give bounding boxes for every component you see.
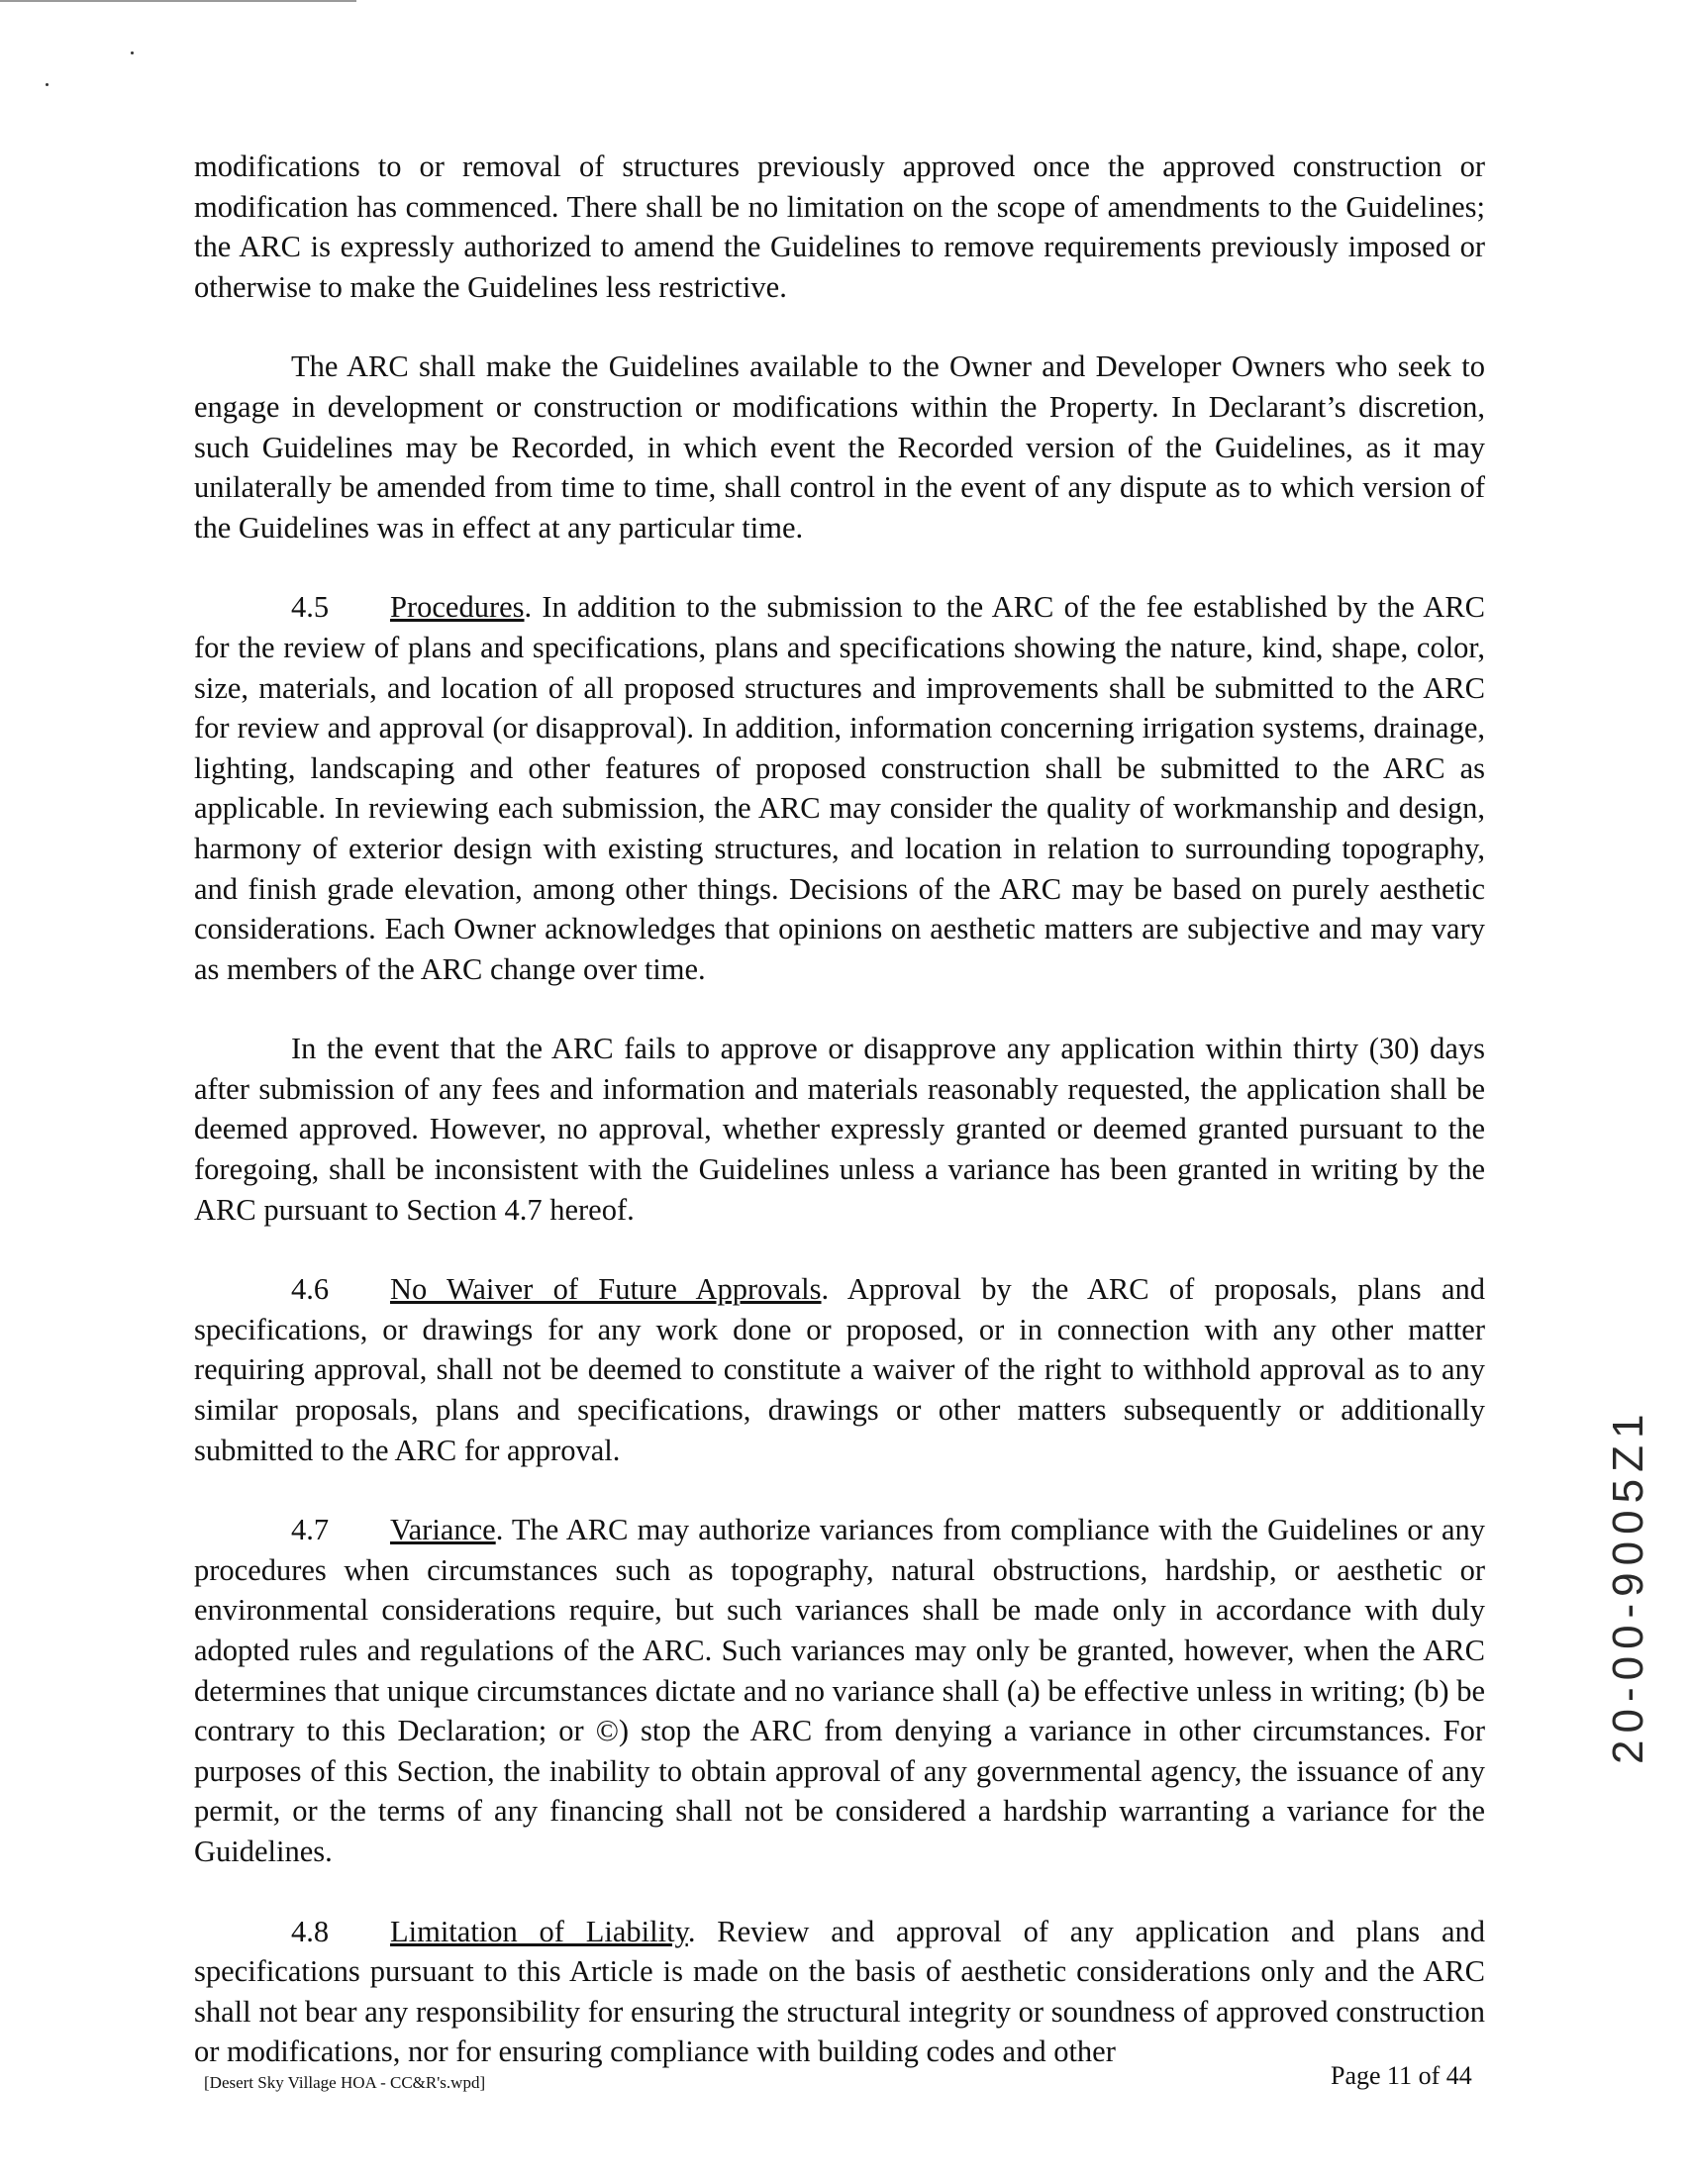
footer-page-number: Page 11 of 44 [1331, 2061, 1472, 2090]
section-number: 4.8 [291, 1914, 330, 1948]
section-title: Procedures [390, 590, 525, 625]
section-text: Approval by the ARC of proposals, plans and specifications, or drawings for any work done or proposed, or in connection with any other matter requiring approval, shall not be deemed to constitute a waiver of the right to withhold approval as to any similar proposals, plans and specifications, drawings or other matters subsequently or additionally submitted to the ARC for approval. [194, 1272, 1485, 1467]
paragraph-continuation: modifications to or removal of structures previously approved once the approved construction or modification has commenced. There shall be no limitation on the scope of amendments to the Guidelines; the ARC is expressly authorized to amend the Guidelines to remove requirements previously imposed or otherwise to make the Guidelines less restrictive. [194, 149, 1485, 304]
section-title: Variance [390, 1513, 496, 1547]
section-text: Review and approval of any application and plans and specifications pursuant to this Article is made on the basis of aesthetic considerations only and the ARC shall not bear any responsibility for ensuring the structural integrity or soundness of approved construction or modifications, nor for ensuring compliance with building codes and other [194, 1914, 1485, 2069]
section-4-6: 4.6 No Waiver of Future Approvals. Approval by the ARC of proposals, plans and specifications, or drawings for any work done or proposed, or in connection with any other matter requiring approval, shall not be deemed to constitute a waiver of the right to withhold approval as to any similar proposals, plans and specifications, drawings or other matters subsequently or additionally submitted to the ARC for approval. [194, 1269, 1485, 1470]
scan-speck [46, 83, 49, 86]
section-text: The ARC may authorize variances from compliance with the Guidelines or any procedures when circumstances such as topography, natural obstructions, hardship, or aesthetic or environmental considerations require, but such variances shall be made only in accordance with duly adopted rules and regulations of the ARC. Such variances may only be granted, however, when the ARC determines that unique circumstances dictate and no variance shall (a) be effective unless in writing; (b) be contrary to this Declaration; or ©) stop the ARC from denying a variance in other circumstances. For purposes of this Section, the inability to obtain approval of any governmental agency, the issuance of any permit, or the terms of any financing shall not be considered a hardship warranting a variance for the Guidelines. [194, 1513, 1485, 1868]
section-number: 4.7 [291, 1513, 330, 1547]
section-4-8: 4.8 Limitation of Liability. Review and approval of any application and plans and specifications pursuant to this Article is made on the basis of aesthetic considerations only and the ARC shall not bear any responsibility for ensuring the structural integrity or soundness of approved construction or modifications, nor for ensuring compliance with building codes and other [194, 1912, 1485, 2072]
section-4-5: 4.5 Procedures. In addition to the submission to the ARC of the fee established by the ARC for the review of plans and specifications, plans and specifications showing the nature, kind, shape, color, size, materials, and location of all proposed structures and improvements shall be submitted to the ARC for review and approval (or disapproval). In addition, information concerning irrigation systems, drainage, lighting, landscaping and other features of proposed construction shall be submitted to the ARC as applicable. In reviewing each submission, the ARC may consider the quality of workmanship and design, harmony of exterior design with existing structures, and location in relation to surrounding topography, and finish grade elevation, among other things. Decisions of the ARC may be based on purely aesthetic considerations. Each Owner acknowledges that opinions on aesthetic matters are subjective and may vary as members of the ARC change over time. [194, 587, 1485, 989]
footer-filename: [Desert Sky Village HOA - CC&R's.wpd] [204, 2073, 486, 2092]
document-body [194, 147, 1485, 2112]
section-number: 4.6 [291, 1272, 330, 1307]
section-4-7: 4.7 Variance. The ARC may authorize variances from compliance with the Guidelines or any procedures when circumstances such as topography, natural obstructions, hardship, or aesthetic or environmental considerations require, but such variances shall be made only in accordance with duly adopted rules and regulations of the ARC. Such variances may only be granted, however, when the ARC determines that unique circumstances dictate and no variance shall (a) be effective unless in writing; (b) be contrary to this Declaration; or ©) stop the ARC from denying a variance in other circumstances. For purposes of this Section, the inability to obtain approval of any governmental agency, the issuance of any permit, or the terms of any financing shall not be considered a hardship warranting a variance for the Guidelines. [194, 1510, 1485, 1871]
recording-number-stamp: 20-00-9005Z1 [1604, 1407, 1652, 1764]
section-text: In addition to the submission to the ARC of the fee established by the ARC for the review of plans and specifications, plans and specifications showing the nature, kind, shape, color, size, materials, and location of all proposed structures and improvements shall be submitted to the ARC for review and approval (or disapproval). In addition, information concerning irrigation systems, drainage, lighting, landscaping and other features of proposed construction shall be submitted to the ARC as applicable. In reviewing each submission, the ARC may consider the quality of workmanship and design, harmony of exterior design with existing structures, and location in relation to surrounding topography, and finish grade elevation, among other things. Decisions of the ARC may be based on purely aesthetic considerations. Each Owner acknowledges that opinions on aesthetic matters are subjective and may vary as members of the ARC change over time. [194, 590, 1485, 986]
paragraph-deemed-approval: In the event that the ARC fails to approve or disapprove any application within thirty (30) days after submission of any fees and information and materials reasonably requested, the application shall be deemed approved. However, no approval, whether expressly granted or deemed granted pursuant to the foregoing, shall be inconsistent with the Guidelines unless a variance has been granted in writing by the ARC pursuant to Section 4.7 hereof. [194, 1032, 1485, 1227]
section-title: No Waiver of Future Approvals [390, 1272, 822, 1307]
scan-edge-line [0, 0, 356, 2]
paragraph-guidelines-availability: The ARC shall make the Guidelines available to the Owner and Developer Owners who seek to engage in development or construction or modifications within the Property. In Declarant’s discretion, such Guidelines may be Recorded, in which event the Recorded version of the Guidelines, as it may unilaterally be amended from time to time, shall control in the event of any dispute as to which version of the Guidelines was in effect at any particular time. [194, 349, 1485, 545]
section-title: Limitation of Liability [390, 1914, 688, 1948]
section-number: 4.5 [291, 590, 330, 625]
scan-speck [131, 51, 134, 54]
